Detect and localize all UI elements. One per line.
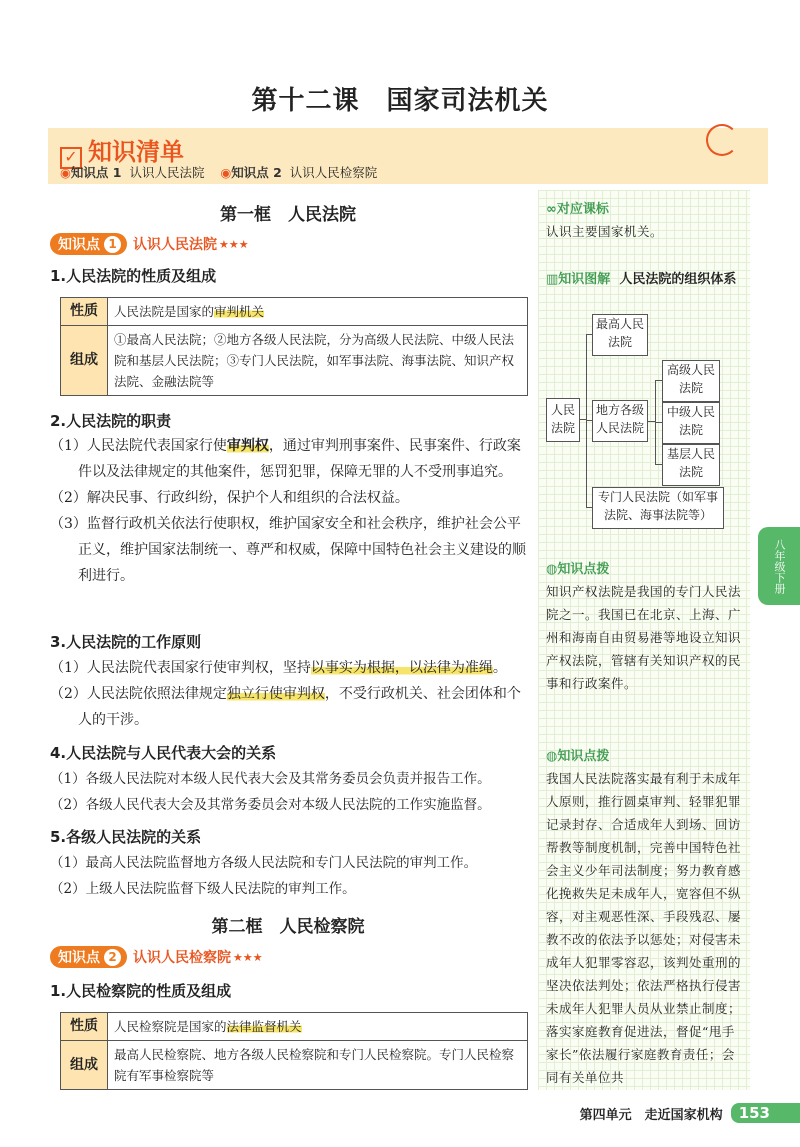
list-item: （2）上级人民法院监督下级人民法院的审判工作。 bbox=[50, 881, 356, 897]
s2-i1-post: ，通过审判刑事案件、民事案件、行政案件以及法律规定的其他案件，惩罚犯罪，保障无罪的人不受刑事追究。 bbox=[78, 438, 521, 480]
footer-unit: 第四单元 走近国家机构 bbox=[579, 1107, 723, 1123]
diag-title: 人民法院的组织体系 bbox=[619, 272, 737, 287]
s1-row1-value bbox=[108, 298, 528, 326]
banner-kp1-label: 知识点 1 bbox=[70, 165, 122, 180]
tip-icon: ◍ bbox=[546, 749, 558, 764]
page-footer bbox=[580, 1103, 800, 1123]
s6-row1-key: 性质 bbox=[61, 1013, 108, 1041]
s1-heading: 1.人民法院的性质及组成 bbox=[50, 267, 217, 285]
std-head bbox=[546, 198, 609, 217]
swirl-icon bbox=[706, 124, 738, 156]
diagram-icon: ▥ bbox=[546, 272, 559, 287]
s6-row1-pre: 人民检察院是国家的 bbox=[114, 1019, 227, 1034]
kp1-text: 认识人民法院 bbox=[133, 237, 217, 253]
s3-i1-post: 。 bbox=[492, 660, 507, 676]
connector bbox=[655, 422, 662, 423]
grade-tab: 八年级下册 bbox=[758, 527, 800, 605]
diagram-special: 专门人民法院（如军事法院、海事法院等） bbox=[592, 487, 724, 529]
connector bbox=[647, 421, 655, 422]
connector bbox=[586, 334, 592, 335]
s3-i1-highlight: 以事实为根据，以法律为准绳 bbox=[310, 660, 493, 676]
kp1-stars: ★★★ bbox=[219, 237, 249, 251]
frame2-title: 第二框 人民检察院 bbox=[211, 917, 365, 937]
tip2-text: 我国人民法院落实最有利于未成年人原则，推行圆桌审判、轻罪犯罪记录封存、合适成年人到场、回访帮教等制度机制，完善中国特色社会主义少年司法制度；努力教育感化挽救失足未成年人，宽容但不纵容，对主观恶性深、手段残忍、屡教不改的依法予以惩处；对侵害未成年人犯罪零容忍，该判处重刑的坚决依法判处；依法严格执行侵害未成年人犯罪人员从业禁止制度；落实家庭教育促进法，督促“甩手家长”依法履行家庭教育责任；会同有关单位共 bbox=[546, 771, 742, 1085]
tip-icon: ◍ bbox=[546, 562, 558, 577]
s6-row1-highlight: 法律监督机关 bbox=[226, 1019, 302, 1034]
s2-i1-pre: （1）人民法院代表国家行使 bbox=[50, 438, 227, 454]
s3-i1-pre: （1）人民法院代表国家行使审判权，坚持 bbox=[50, 660, 311, 676]
s6-row2-value: 最高人民检察院、地方各级人民检察院和专门人民检察院。专门人民检察院有军事检察院等 bbox=[108, 1041, 528, 1090]
kp2-pill bbox=[50, 946, 127, 968]
connector bbox=[579, 419, 586, 420]
banner-kp2-label: 知识点 2 bbox=[231, 165, 282, 180]
s1-row1-highlight: 审判机关 bbox=[214, 304, 265, 319]
s4-list bbox=[50, 766, 540, 818]
list-item: （1）最高人民法院监督地方各级人民法院和专门人民法院的审判工作。 bbox=[50, 855, 478, 871]
diagram-high: 高级人民法院 bbox=[662, 360, 720, 402]
std-text: 认识主要国家机关。 bbox=[546, 224, 664, 239]
s4-heading: 4.人民法院与人民代表大会的关系 bbox=[50, 744, 277, 762]
s1-table bbox=[60, 297, 528, 396]
tip1-text: 知识产权法院是我国的专门人民法院之一。我国已在北京、上海、广州和海南自由贸易港等地设立知识产权法院，管辖有关知识产权的民事和行政案件。 bbox=[546, 584, 742, 691]
tip2-head-text: 知识点拨 bbox=[557, 749, 610, 764]
s1-row2-value: ①最高人民法院；②地方各级人民法院，分为高级人民法院、中级人民法院和基层人民法院；③专门人民法院，如军事法院、海事法院、知识产权法院、金融法院等 bbox=[108, 326, 528, 396]
kp-dot-icon: ◉ bbox=[220, 165, 232, 180]
s6-heading: 1.人民检察院的性质及组成 bbox=[50, 982, 232, 1000]
diagram-mid: 中级人民法院 bbox=[662, 402, 720, 444]
diagram-root: 人民法院 bbox=[546, 398, 580, 442]
table-row bbox=[61, 298, 528, 326]
s2-i1-highlight: 审判权 bbox=[226, 438, 269, 454]
banner-kp1-text: 认识人民法院 bbox=[129, 165, 205, 180]
banner-kp2-text: 认识人民检察院 bbox=[289, 165, 378, 180]
banner-title bbox=[60, 132, 184, 167]
connector bbox=[655, 380, 662, 381]
s6-table bbox=[60, 1012, 528, 1090]
connector bbox=[586, 420, 592, 421]
banner-kp-row bbox=[60, 163, 377, 181]
kp2-num: 2 bbox=[104, 949, 121, 966]
kp1-tag bbox=[50, 232, 249, 256]
link-icon: ∞ bbox=[546, 202, 557, 217]
kp2-label: 知识点 bbox=[58, 950, 100, 966]
checkbox-icon: ✓ bbox=[60, 147, 82, 169]
kp1-num: 1 bbox=[104, 236, 121, 253]
kp1-pill bbox=[50, 233, 127, 255]
banner-title-text: 知识清单 bbox=[88, 138, 184, 166]
diag-head bbox=[546, 269, 746, 291]
s5-heading: 5.各级人民法院的关系 bbox=[50, 828, 202, 846]
list-item: （2）各级人民代表大会及其常务委员会对本级人民法院的工作实施监督。 bbox=[50, 797, 491, 813]
table-row bbox=[61, 1013, 528, 1041]
s3-i2-pre: （2）人民法院依照法律规定 bbox=[50, 686, 227, 702]
table-row bbox=[61, 326, 528, 396]
s1-row2-key: 组成 bbox=[61, 326, 108, 396]
tip1-head-text: 知识点拨 bbox=[557, 562, 610, 577]
tip2-head bbox=[546, 745, 609, 764]
s3-i2-highlight: 独立行使审判权 bbox=[226, 686, 325, 702]
list-item: （3）监督行政机关依法行使职权，维护国家安全和社会秩序，维护社会公平正义，维护国家法制统一、尊严和权威，保障中国特色社会主义建设的顺利进行。 bbox=[50, 516, 526, 584]
list-item: （1）各级人民法院对本级人民代表大会及其常务委员会负责并报告工作。 bbox=[50, 771, 491, 787]
s3-list bbox=[50, 655, 528, 733]
tip1-head bbox=[546, 558, 609, 577]
kp1-label: 知识点 bbox=[58, 237, 100, 253]
kp2-tag bbox=[50, 945, 263, 969]
diagram-supreme: 最高人民法院 bbox=[592, 314, 648, 356]
std-head-text: 对应课标 bbox=[556, 202, 609, 217]
list-item: （2）解决民事、行政纠纷，保护个人和组织的合法权益。 bbox=[50, 490, 409, 506]
s6-row1-value bbox=[108, 1013, 528, 1041]
list-item bbox=[50, 681, 528, 733]
kp-dot-icon: ◉ bbox=[60, 165, 71, 180]
connector bbox=[655, 464, 662, 465]
s3-heading: 3.人民法院的工作原则 bbox=[50, 633, 202, 651]
list-item bbox=[50, 655, 528, 681]
diag-head-text: 知识图解 bbox=[558, 272, 611, 287]
table-row bbox=[61, 1041, 528, 1090]
connector bbox=[586, 334, 587, 508]
s1-row1-pre: 人民法院是国家的 bbox=[114, 304, 215, 319]
lesson-title: 第十二课 国家司法机关 bbox=[251, 86, 549, 116]
page-number: 153 bbox=[731, 1103, 800, 1123]
diagram-base: 基层人民法院 bbox=[662, 444, 720, 486]
connector bbox=[586, 507, 592, 508]
s1-row1-key: 性质 bbox=[61, 298, 108, 326]
s5-list bbox=[50, 850, 540, 902]
kp2-stars: ★★★ bbox=[233, 950, 263, 964]
s6-row2-key: 组成 bbox=[61, 1041, 108, 1090]
s2-list bbox=[50, 433, 528, 589]
frame1-title: 第一框 人民法院 bbox=[220, 205, 356, 225]
list-item bbox=[50, 433, 528, 485]
s2-heading: 2.人民法院的职责 bbox=[50, 412, 172, 430]
kp2-text: 认识人民检察院 bbox=[133, 950, 231, 966]
diagram-local: 地方各级人民法院 bbox=[592, 400, 648, 442]
s3-i2-post: ，不受行政机关、社会团体和个人的干涉。 bbox=[78, 686, 521, 728]
